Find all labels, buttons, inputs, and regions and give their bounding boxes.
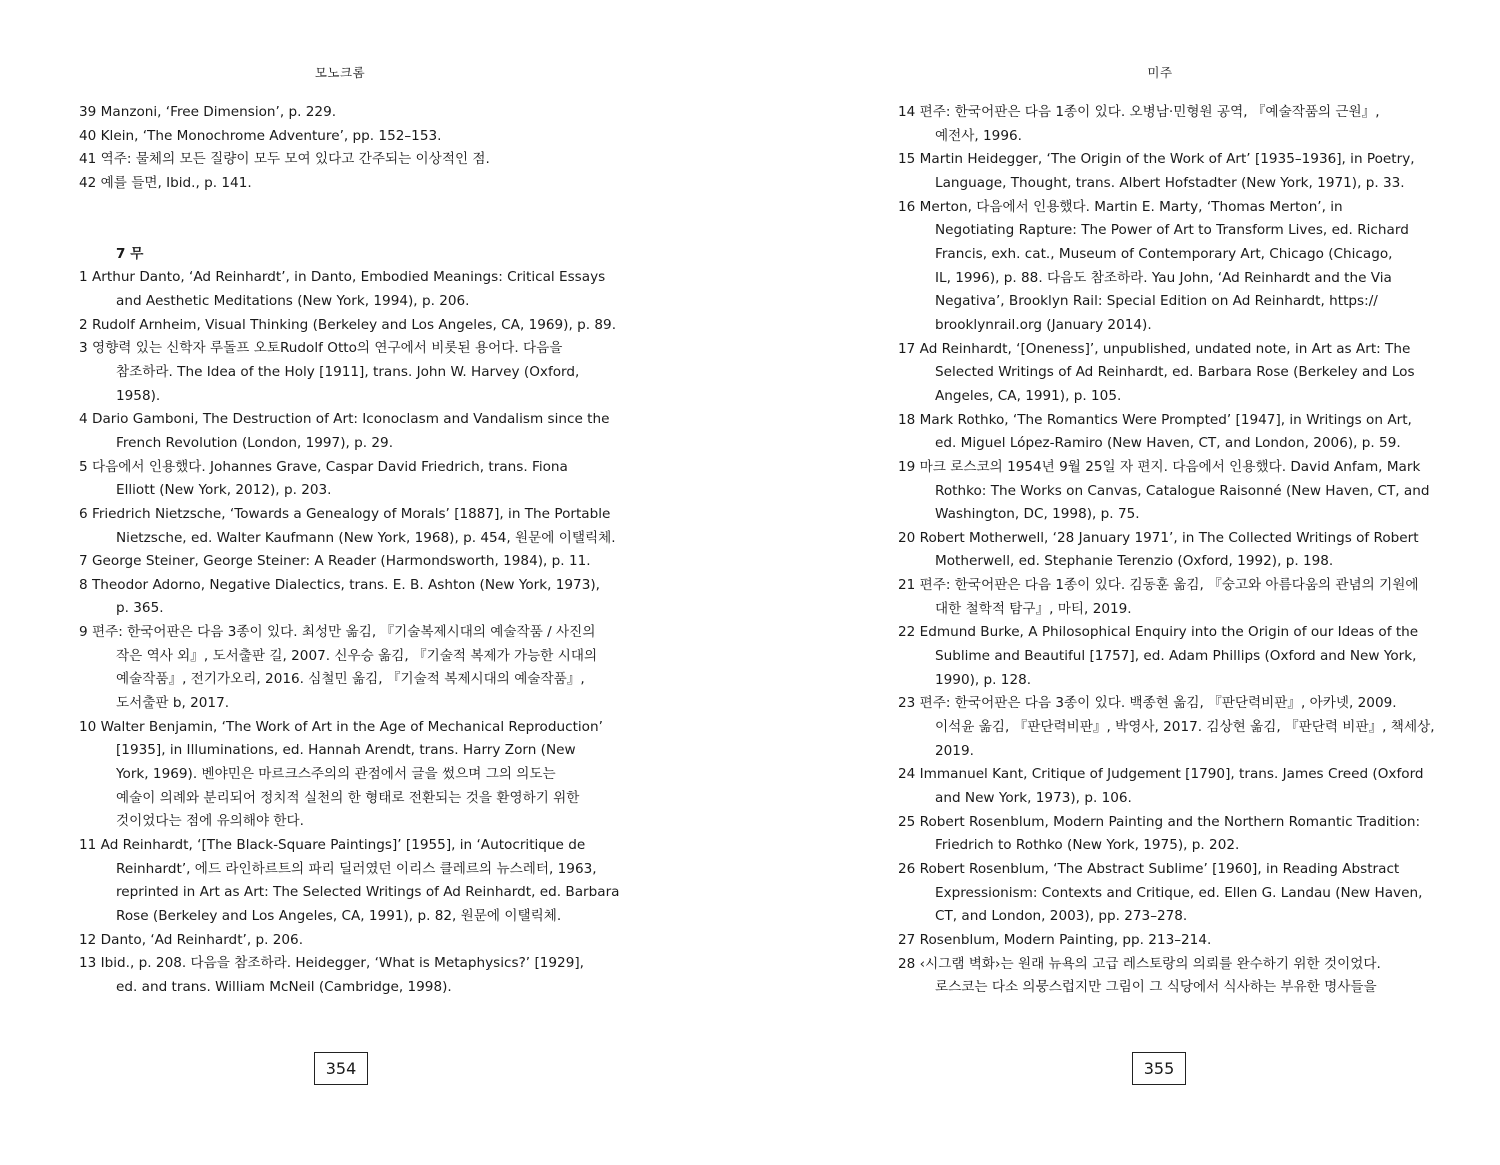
endnote-number: 3 [79, 340, 88, 357]
endnote-number: 14 [898, 104, 916, 120]
endnote-number: 8 [79, 576, 88, 593]
endnote [79, 266, 619, 313]
endnote-line: Klein, ‘The Monochrome Adventure’, pp. 152–153. [100, 127, 442, 144]
endnote [79, 172, 619, 196]
endnote-line: Reinhardt’, 에드 라인하르트의 파리 딜러였던 이리스 클레르의 뉴스레터, 1963, [116, 860, 597, 877]
endnote-line: Friedrich Nietzsche, ‘Towards a Genealogy of Morals’ [1887], in The Portable [91, 505, 611, 522]
endnote-line: Friedrich to Rothko (New York, 1975), p. 202. [935, 837, 1240, 854]
endnote-number: 27 [898, 931, 916, 948]
endnote [79, 952, 619, 999]
endnote-line: and New York, 1973), p. 106. [935, 790, 1132, 807]
endnote [898, 101, 1438, 148]
endnote-number: 10 [79, 718, 97, 735]
endnote-line: Elliott (New York, 2012), p. 203. [116, 482, 332, 499]
endnote-line: Immanuel Kant, Critique of Judgement [1790], trans. James Creed (Oxford [919, 766, 1424, 783]
endnote-line: Negativa’, Brooklyn Rail: Special Edition on Ad Reinhardt, https:// [935, 293, 1378, 310]
endnote-line: 로스코는 다소 의뭉스럽지만 그림이 그 식당에서 식사하는 부유한 명사들을 [935, 979, 1377, 996]
endnote [79, 503, 619, 550]
endnote-number: 22 [898, 624, 916, 641]
endnote [79, 314, 619, 338]
endnote-line: Robert Motherwell, ‘28 January 1971’, in The Collected Writings of Robert [919, 529, 1419, 546]
endnote [79, 621, 619, 716]
endnote-line: Selected Writings of Ad Reinhardt, ed. Barbara Rose (Berkeley and Los [935, 364, 1415, 381]
endnote-line: 다음에서 인용했다. Johannes Grave, Caspar David Friedrich, trans. Fiona [91, 458, 568, 475]
endnote-line: Language, Thought, trans. Albert Hofstadter (New York, 1971), p. 33. [935, 174, 1405, 191]
endnote-line: 편주: 한국어판은 다음 3종이 있다. 백종현 옮김, 『판단력비판』, 아카넷, 2009. [919, 695, 1397, 712]
endnote-line: 편주: 한국어판은 다음 1종이 있다. 오병남·민형원 공역, 『예술작품의 근원』, [919, 104, 1380, 120]
endnote-line: ed. and trans. William McNeil (Cambridge, 1998). [116, 978, 452, 995]
endnote [79, 574, 619, 621]
endnote-line: 편주: 한국어판은 다음 1종이 있다. 김동훈 옮김, 『숭고와 아름다움의 관념의 기원에 [919, 577, 1419, 594]
endnote [898, 621, 1438, 692]
endnote-line: 편주: 한국어판은 다음 3종이 있다. 최성만 옮김, 『기술복제시대의 예술작품 / 사진의 [91, 624, 596, 641]
endnote-number: 2 [79, 316, 88, 333]
endnote-line: 2019. [935, 742, 974, 759]
endnote-line: Nietzsche, ed. Walter Kaufmann (New York, 1968), p. 454, 원문에 이탤릭체. [116, 529, 616, 546]
endnote [79, 834, 619, 929]
endnote-number: 24 [898, 766, 916, 783]
endnote-line: York, 1969). 벤야민은 마르크스주의의 관점에서 글을 썼으며 그의 의도는 [116, 766, 556, 783]
endnote [79, 125, 619, 149]
endnote-line: George Steiner, George Steiner: A Reader (Harmondsworth, 1984), p. 11. [91, 553, 591, 570]
endnote-line: CT, and London, 2003), pp. 273–278. [935, 908, 1188, 925]
endnote-number: 9 [79, 624, 88, 641]
endnote-line: Robert Rosenblum, ‘The Abstract Sublime’ [1960], in Reading Abstract [919, 861, 1400, 877]
endnote-line: 대한 철학적 탐구』, 마티, 2019. [935, 600, 1132, 617]
right-page [750, 0, 1500, 1165]
endnote-line: Manzoni, ‘Free Dimension’, p. 229. [100, 104, 337, 120]
endnote-number: 11 [79, 837, 97, 854]
endnote [898, 338, 1438, 409]
endnote [898, 858, 1438, 929]
endnote-line: 영향력 있는 신학자 루돌프 오토Rudolf Otto의 연구에서 비롯된 용어다. 다음을 [91, 340, 563, 357]
endnote-line: Danto, ‘Ad Reinhardt’, p. 206. [100, 931, 304, 948]
endnote-line: 마크 로스코의 1954년 9월 25일 자 편지. 다음에서 인용했다. David Anfam, Mark [919, 458, 1421, 475]
endnote-line: 참조하라. The Idea of the Holy [1911], trans. John W. Harvey (Oxford, [116, 363, 580, 380]
endnote-line: Negotiating Rapture: The Power of Art to Transform Lives, ed. Richard [935, 222, 1409, 239]
endnotes-list [898, 101, 1438, 1000]
endnote [79, 929, 619, 953]
endnote [79, 101, 619, 125]
endnote-line: Motherwell, ed. Stephanie Terenzio (Oxford, 1992), p. 198. [935, 553, 1334, 570]
endnote-line: Rudolf Arnheim, Visual Thinking (Berkeley and Los Angeles, CA, 1969), p. 89. [91, 316, 617, 333]
endnote-line: Ad Reinhardt, ‘[Oneness]’, unpublished, undated note, in Art as Art: The [919, 340, 1411, 357]
endnote-line: Ad Reinhardt, ‘[The Black-Square Paintings]’ [1955], in ‘Autocritique de [100, 837, 586, 854]
endnote-number: 28 [898, 955, 916, 972]
endnote-number: 1 [79, 269, 88, 286]
chapter-heading: 7 무 [116, 245, 144, 262]
endnote [898, 527, 1438, 574]
endnote-number: 42 [79, 174, 97, 191]
endnote [898, 692, 1438, 763]
endnote-line: 예를 들면, Ibid., p. 141. [100, 174, 252, 191]
endnote [898, 456, 1438, 527]
endnote-number: 16 [898, 198, 916, 215]
endnote-line: Ibid., p. 208. 다음을 참조하라. Heidegger, ‘What is Metaphysics?’ [1929], [100, 955, 584, 972]
endnote-line: ed. Miguel López-Ramiro (New Haven, CT, and London, 2006), p. 59. [935, 435, 1401, 452]
endnote-line: Martin Heidegger, ‘The Origin of the Work of Art’ [1935–1936], in Poetry, [919, 151, 1415, 168]
running-head: 모노크롬 [314, 65, 366, 80]
endnote-number: 20 [898, 529, 916, 546]
endnote-line: IL, 1996), p. 88. 다음도 참조하라. Yau John, ‘Ad Reinhardt and the Via [935, 269, 1392, 286]
endnote-line: Theodor Adorno, Negative Dialectics, trans. E. B. Ashton (New York, 1973), [91, 576, 600, 593]
endnote-line: and Aesthetic Meditations (New York, 1994), p. 206. [116, 292, 470, 309]
endnote [79, 148, 619, 172]
endnote-line: Angeles, CA, 1991), p. 105. [935, 387, 1122, 404]
endnote-line: Dario Gamboni, The Destruction of Art: Iconoclasm and Vandalism since the [91, 411, 610, 428]
endnote-line: Sublime and Beautiful [1757], ed. Adam Phillips (Oxford and New York, [935, 648, 1417, 665]
section-gap [79, 196, 619, 243]
endnote-line: Expressionism: Contexts and Critique, ed. Ellen G. Landau (New Haven, [935, 884, 1423, 901]
endnote-number: 5 [79, 458, 88, 475]
endnote-number: 4 [79, 411, 88, 428]
endnote-line: Mark Rothko, ‘The Romantics Were Prompted’ [1947], in Writings on Art, [919, 411, 1412, 428]
endnote-line: 1958). [116, 387, 161, 404]
endnote-line: 1990), p. 128. [935, 671, 1032, 688]
endnote-line: 예술이 의례와 분리되어 정치적 실천의 한 형태로 전환되는 것을 환영하기 위한 [116, 789, 580, 806]
endnote-line: 것이었다는 점에 유의해야 한다. [116, 813, 304, 830]
endnote-line: ‹시그램 벽화›는 원래 뉴욕의 고급 레스토랑의 의뢰를 완수하기 위한 것이었다. [919, 955, 1381, 972]
endnote-line: [1935], in Illuminations, ed. Hannah Arendt, trans. Harry Zorn (New [116, 742, 576, 759]
endnote-line: reprinted in Art as Art: The Selected Writings of Ad Reinhardt, ed. Barbara [116, 884, 620, 901]
endnote-number: 23 [898, 695, 916, 712]
endnote [79, 337, 619, 408]
endnote-line: 예술작품』, 전기가오리, 2016. 심철민 옮김, 『기술적 복제시대의 예술작품』, [116, 671, 585, 688]
endnote [898, 574, 1438, 621]
endnote-line: Arthur Danto, ‘Ad Reinhardt’, in Danto, Embodied Meanings: Critical Essays [91, 269, 606, 286]
endnote [79, 408, 619, 455]
page-number: 354 [314, 1052, 368, 1085]
endnote [79, 716, 619, 834]
endnote-line: 예전사, 1996. [935, 127, 1022, 144]
endnote-line: Robert Rosenblum, Modern Painting and the Northern Romantic Tradition: [919, 813, 1421, 830]
endnote-line: 작은 역사 외』, 도서출판 길, 2007. 신우승 옮김, 『기술적 복제가 가능한 시대의 [116, 647, 598, 664]
page-number: 355 [1132, 1052, 1186, 1085]
endnote-line: 이석윤 옮김, 『판단력비판』, 박영사, 2017. 김상현 옮김, 『판단력 비판』, 책세상, [935, 719, 1435, 736]
endnote-line: Walter Benjamin, ‘The Work of Art in the Age of Mechanical Reproduction’ [100, 718, 603, 735]
endnote-line: Rose (Berkeley and Los Angeles, CA, 1991), p. 82, 원문에 이탤릭체. [116, 908, 562, 924]
endnotes-list [79, 101, 619, 1000]
endnote [79, 550, 619, 574]
endnote-line: Francis, exh. cat., Museum of Contemporary Art, Chicago (Chicago, [935, 245, 1393, 262]
endnote [898, 148, 1438, 195]
endnote-number: 19 [898, 458, 916, 475]
endnote-line: p. 365. [116, 600, 164, 617]
endnote-line: French Revolution (London, 1997), p. 29. [116, 434, 394, 451]
endnote-number: 40 [79, 127, 97, 144]
endnote [898, 196, 1438, 338]
endnote-number: 13 [79, 955, 97, 972]
running-head: 미주 [1147, 65, 1173, 80]
endnote-number: 15 [898, 151, 916, 168]
endnote-number: 12 [79, 931, 97, 948]
endnote-line: Rosenblum, Modern Painting, pp. 213–214. [919, 931, 1212, 948]
endnote-number: 6 [79, 505, 88, 522]
endnote-line: Rothko: The Works on Canvas, Catalogue Raisonné (New Haven, CT, and [935, 482, 1430, 499]
endnote-number: 26 [898, 861, 916, 877]
endnote-line: 도서출판 b, 2017. [116, 695, 230, 712]
endnote-number: 17 [898, 340, 916, 357]
endnote-line: Merton, 다음에서 인용했다. Martin E. Marty, ‘Thomas Merton’, in [919, 198, 1343, 215]
endnote-line: Washington, DC, 1998), p. 75. [935, 506, 1140, 523]
endnote [898, 953, 1438, 1000]
endnote-number: 7 [79, 553, 88, 570]
endnote [898, 811, 1438, 858]
endnote-line: brooklynrail.org (January 2014). [935, 316, 1152, 333]
endnote [79, 456, 619, 503]
endnote-number: 18 [898, 411, 916, 428]
endnote [898, 409, 1438, 456]
endnote-number: 41 [79, 151, 97, 168]
endnote [898, 763, 1438, 810]
endnote-line: 역주: 물체의 모든 질량이 모두 모여 있다고 간주되는 이상적인 점. [100, 151, 490, 168]
endnote [898, 929, 1438, 953]
endnote-line: Edmund Burke, A Philosophical Enquiry into the Origin of our Ideas of the [919, 624, 1419, 641]
endnote-number: 21 [898, 577, 916, 594]
endnote-number: 25 [898, 813, 916, 830]
endnote-number: 39 [79, 104, 97, 120]
